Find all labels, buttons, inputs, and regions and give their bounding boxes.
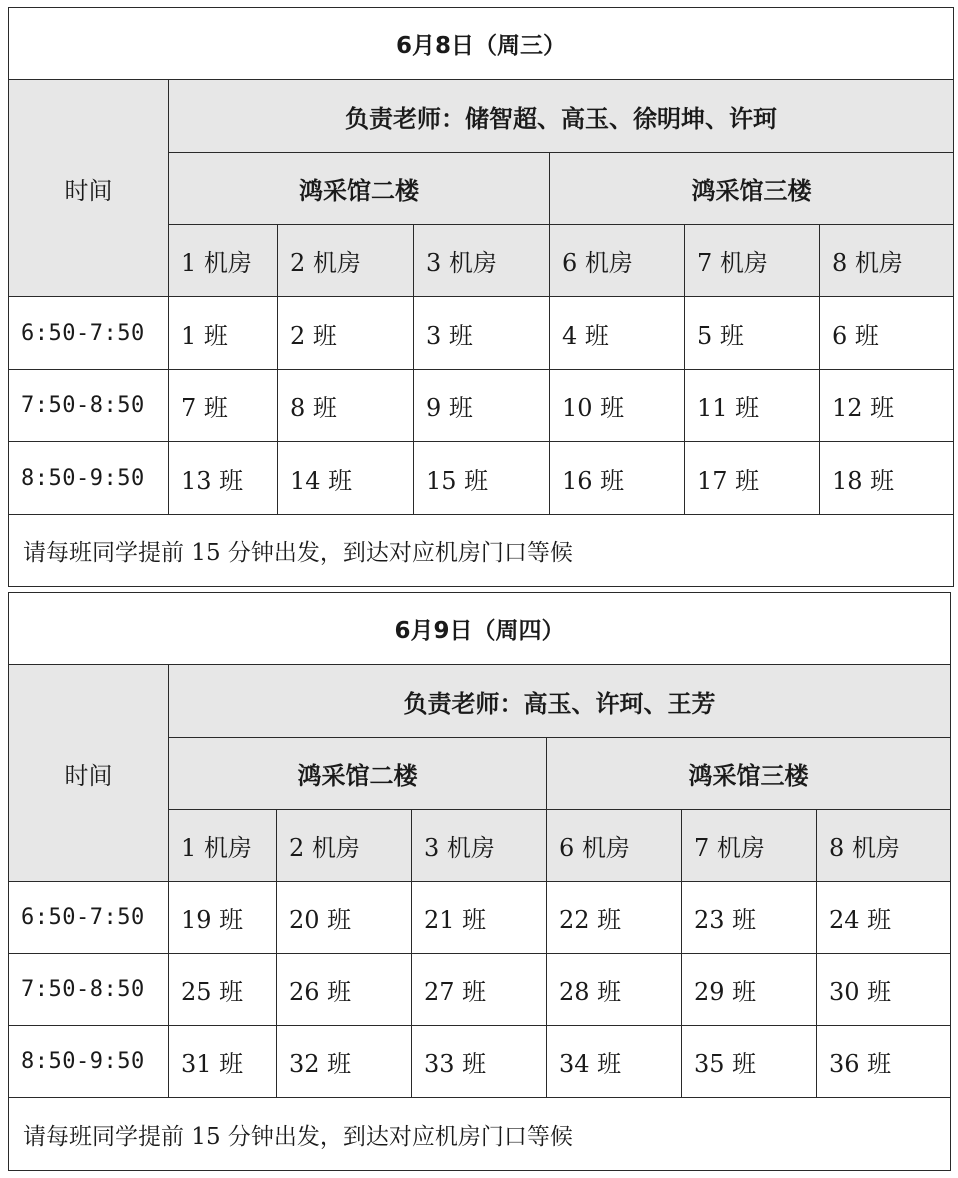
class-cell: 30 班 [817,954,951,1026]
room-header: 8 机房 [820,225,954,297]
class-cell: 24 班 [817,882,951,954]
class-cell: 36 班 [817,1026,951,1098]
room-header: 1 机房 [169,225,278,297]
teachers-in-charge: 负责老师：高玉、许珂、王芳 [169,665,951,738]
class-cell: 13 班 [169,442,278,515]
time-slot: 8:50-9:50 [9,1026,169,1098]
room-header: 1 机房 [169,810,277,882]
class-cell: 6 班 [820,297,954,370]
building-header: 鸿采馆三楼 [547,738,951,810]
time-slot: 7:50-8:50 [9,370,169,442]
class-cell: 31 班 [169,1026,277,1098]
schedule-table-day-1 [8,7,954,587]
time-column-header: 时间 [9,80,169,297]
class-cell: 23 班 [682,882,817,954]
schedule-table-day-2 [8,592,951,1171]
table-row [9,1026,951,1098]
class-cell: 14 班 [278,442,414,515]
time-slot: 6:50-7:50 [9,882,169,954]
class-cell: 7 班 [169,370,278,442]
building-header: 鸿采馆三楼 [550,153,954,225]
building-header: 鸿采馆二楼 [169,738,547,810]
building-header: 鸿采馆二楼 [169,153,550,225]
class-cell: 11 班 [685,370,820,442]
table-row [9,297,954,370]
table-row [9,370,954,442]
class-cell: 1 班 [169,297,278,370]
time-slot: 8:50-9:50 [9,442,169,515]
room-header: 2 机房 [277,810,412,882]
class-cell: 25 班 [169,954,277,1026]
time-column-header: 时间 [9,665,169,882]
class-cell: 15 班 [414,442,550,515]
teachers-in-charge: 负责老师：储智超、高玉、徐明坤、许珂 [169,80,954,153]
class-cell: 16 班 [550,442,685,515]
room-header: 7 机房 [682,810,817,882]
class-cell: 19 班 [169,882,277,954]
room-header: 8 机房 [817,810,951,882]
room-header: 7 机房 [685,225,820,297]
class-cell: 5 班 [685,297,820,370]
date-heading: 6月9日（周四） [9,593,951,665]
class-cell: 34 班 [547,1026,682,1098]
room-header: 3 机房 [412,810,547,882]
class-cell: 9 班 [414,370,550,442]
class-cell: 10 班 [550,370,685,442]
class-cell: 35 班 [682,1026,817,1098]
class-cell: 2 班 [278,297,414,370]
time-slot: 6:50-7:50 [9,297,169,370]
class-cell: 22 班 [547,882,682,954]
room-header: 3 机房 [414,225,550,297]
table-row [9,882,951,954]
class-cell: 33 班 [412,1026,547,1098]
class-cell: 8 班 [278,370,414,442]
table-row [9,954,951,1026]
table-row [9,442,954,515]
class-cell: 29 班 [682,954,817,1026]
class-cell: 18 班 [820,442,954,515]
class-cell: 12 班 [820,370,954,442]
class-cell: 3 班 [414,297,550,370]
class-cell: 4 班 [550,297,685,370]
class-cell: 26 班 [277,954,412,1026]
class-cell: 27 班 [412,954,547,1026]
departure-note: 请每班同学提前 15 分钟出发，到达对应机房门口等候 [9,515,954,587]
departure-note: 请每班同学提前 15 分钟出发，到达对应机房门口等候 [9,1098,951,1171]
class-cell: 32 班 [277,1026,412,1098]
class-cell: 20 班 [277,882,412,954]
room-header: 6 机房 [547,810,682,882]
time-slot: 7:50-8:50 [9,954,169,1026]
room-header: 2 机房 [278,225,414,297]
class-cell: 17 班 [685,442,820,515]
class-cell: 28 班 [547,954,682,1026]
class-cell: 21 班 [412,882,547,954]
date-heading: 6月8日（周三） [9,8,954,80]
room-header: 6 机房 [550,225,685,297]
